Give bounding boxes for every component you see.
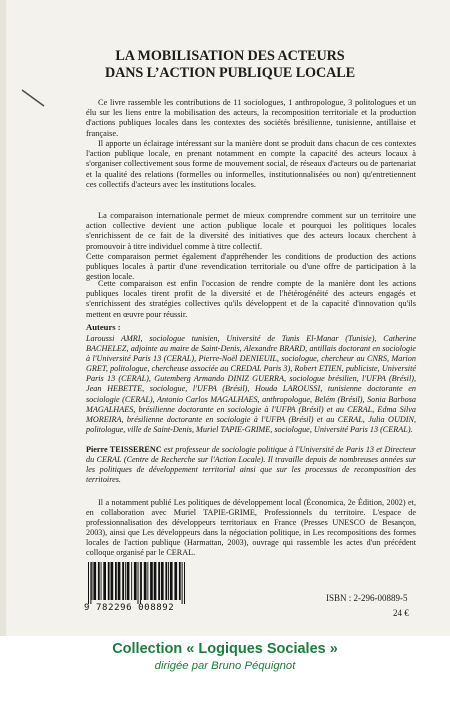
barcode-bar <box>115 562 117 600</box>
barcode-bar <box>101 562 102 600</box>
barcode-bar <box>158 562 160 600</box>
isbn: ISBN : 2-296-00889-5 <box>326 593 408 603</box>
barcode-bar <box>165 562 167 600</box>
authors-heading: Auteurs : <box>86 322 121 332</box>
intro-paragraph-2: Il apporte un éclairage intéressant sur la manière dont se produit dans chacun de ces contextes l'action publique locale, en prenant notamment en compte la capacité des acteurs locaux à s'organiser collectivement sous forme de mouvement social, de réseaux d'acteurs ou de partenariat et la qualité des relations (formelles ou informelles, institutionnalisées ou non) qu'entretiennent ces collectifs d'acteurs avec les institutions locales. <box>86 139 416 189</box>
barcode-bar <box>131 562 132 600</box>
barcode-bar <box>122 562 124 600</box>
bio-name: Pierre TEISSERENC <box>86 445 162 454</box>
collection-director: dirigée par Bruno Péquignot <box>154 660 296 672</box>
barcode-bar <box>98 562 100 600</box>
barcode-guard <box>140 562 141 604</box>
barcode-bar <box>179 562 181 600</box>
spine-edge <box>0 0 6 720</box>
barcode-bar <box>118 562 121 600</box>
barcode-guard <box>138 562 139 604</box>
intro-paragraph-1: Ce livre rassemble les contributions de 11 sociologues, 1 anthropologue, 3 politologues et un élu sur les liens entre la mobilisation des acteurs, la recomposition territoriale et la production d'actions publiques locales dans les contextes des sociétés brésilienne, tunisienne, antillaise et française. <box>86 98 416 138</box>
intro-paragraph-4: Cette comparaison est enfin l'occasion de rendre compte de la manière dont les actions publiques locales tirent profit de la diversité et de l'hétérogénéité des acteurs engagés et s'enrichissent des stratégies collectives qu'ils développent et de la capacité d'innovation qu'ils mettent en œuvre pour réussir. <box>86 279 416 319</box>
barcode-guard <box>184 562 185 604</box>
author-bio <box>86 445 416 485</box>
barcode-bar <box>134 562 137 600</box>
bio-text: est professeur de sociologie politique à l'Université de Paris 13 et Directeur du CERAL (Centre de Recherche sur l'Action Locale). Il travaille depuis de nombreuses années sur les politiques de développement territorial ainsi que sur les processus de recomposition des territoires. <box>86 445 416 485</box>
barcode-bar <box>108 562 110 600</box>
title-line-1: LA MOBILISATION DES ACTEURS <box>115 48 345 64</box>
barcode-bar <box>92 562 93 600</box>
barcode-bar <box>127 562 130 600</box>
barcode-bar <box>170 562 173 600</box>
price: 24 € <box>393 608 409 618</box>
barcode-bar <box>174 562 177 600</box>
barcode-bar <box>144 562 147 600</box>
title-line-2: DANS L’ACTION PUBLIQUE LOCALE <box>104 65 356 81</box>
barcode-bar <box>161 562 164 600</box>
book-title <box>40 48 420 82</box>
barcode-bar <box>125 562 126 600</box>
barcode-bar <box>111 562 114 600</box>
barcode-bar <box>103 562 106 600</box>
intro-paragraph-3: La comparaison internationale permet de mieux comprendre comment sur un territoire une action collective devient une action publique locale et pourquoi les politiques locales s'enrichissent de ce fait de la diversité des initiatives que des acteurs locaux cherchent à promouvoir à titre individuel comme à titre collectif. Cette comparaison permet également d'appréhender les conditions de production des actions publiques locales à partir d'une revendication territoriale ou d'une offre de participation à la gestion locale. <box>86 211 416 282</box>
barcode-number: 9 782296 008892 <box>84 603 175 613</box>
barcode-bar <box>168 562 169 600</box>
barcode-bar <box>150 562 153 600</box>
barcode-guard <box>182 562 183 604</box>
author-publications: Il a notamment publié Les politiques de développement local (Économica, 2e Édition, 2002) et, en collaboration avec Muriel TAPIE-GRIME, Professionnels du territoire. L'espace de professionnalisation des développeurs territoriaux en France (Presses UNESCO de Besançon, 2003), ainsi que Les développeurs dans la négociation politique, in Les recompositions des formes locales de l'action publique (Harmattan, 2003), ouvrage qui rassemble les actes d'un précédent colloque organisé par le CERAL. <box>86 498 416 558</box>
barcode-bar <box>147 562 148 600</box>
barcode-guard <box>90 562 91 604</box>
authors-list: Laroussi AMRI, sociologue tunisien, Université de Tunis El-Manar (Tunisie), Catherine BACHELEZ, adjointe au maire de Saint-Denis, Alexandre BRARD, antillais doctorant en sociologie à l'Université Paris 13 (CERAL), Pierre-Noël DENIEUIL, sociologue, chercheur au CNRS, Marion GRET, politologue, chercheuse associée au CREDAL Paris 3), Robert ETIEN, publiciste, Université Paris 13 (CERAL), Gutemberg Armando DINIZ GUERRA, sociologue brésilien, l'UFPA (Brésil), Jean HEBETTE, sociologue, l'UFPA (Brésil), Houda LAROUSSI, tunisienne doctorante en sociologie (CERAL), Antonio Carlos MAGALHAES, anthropologue, Belém (Brésil), Sonia Barbosa MAGALHAES, brésilienne doctorante en sociologie à l'UFPA (Brésil) et au CERAL, Edma Silva MOREIRA, brésilienne doctorante en sociologie à l'UFPA (Brésil) et au CERAL, Julia OUDIN, politologue, ville de Saint-Denis, Muriel TAPIE-GRIME, sociologue, Université Paris 13 (CERAL). <box>86 334 416 434</box>
barcode-guard <box>88 562 89 604</box>
collection-title: Collection « Logiques Sociales » <box>112 641 338 657</box>
barcode-bar <box>93 562 96 600</box>
barcode-bar <box>141 562 142 600</box>
pencil-mark-icon <box>20 88 50 110</box>
barcode-bar <box>154 562 157 600</box>
